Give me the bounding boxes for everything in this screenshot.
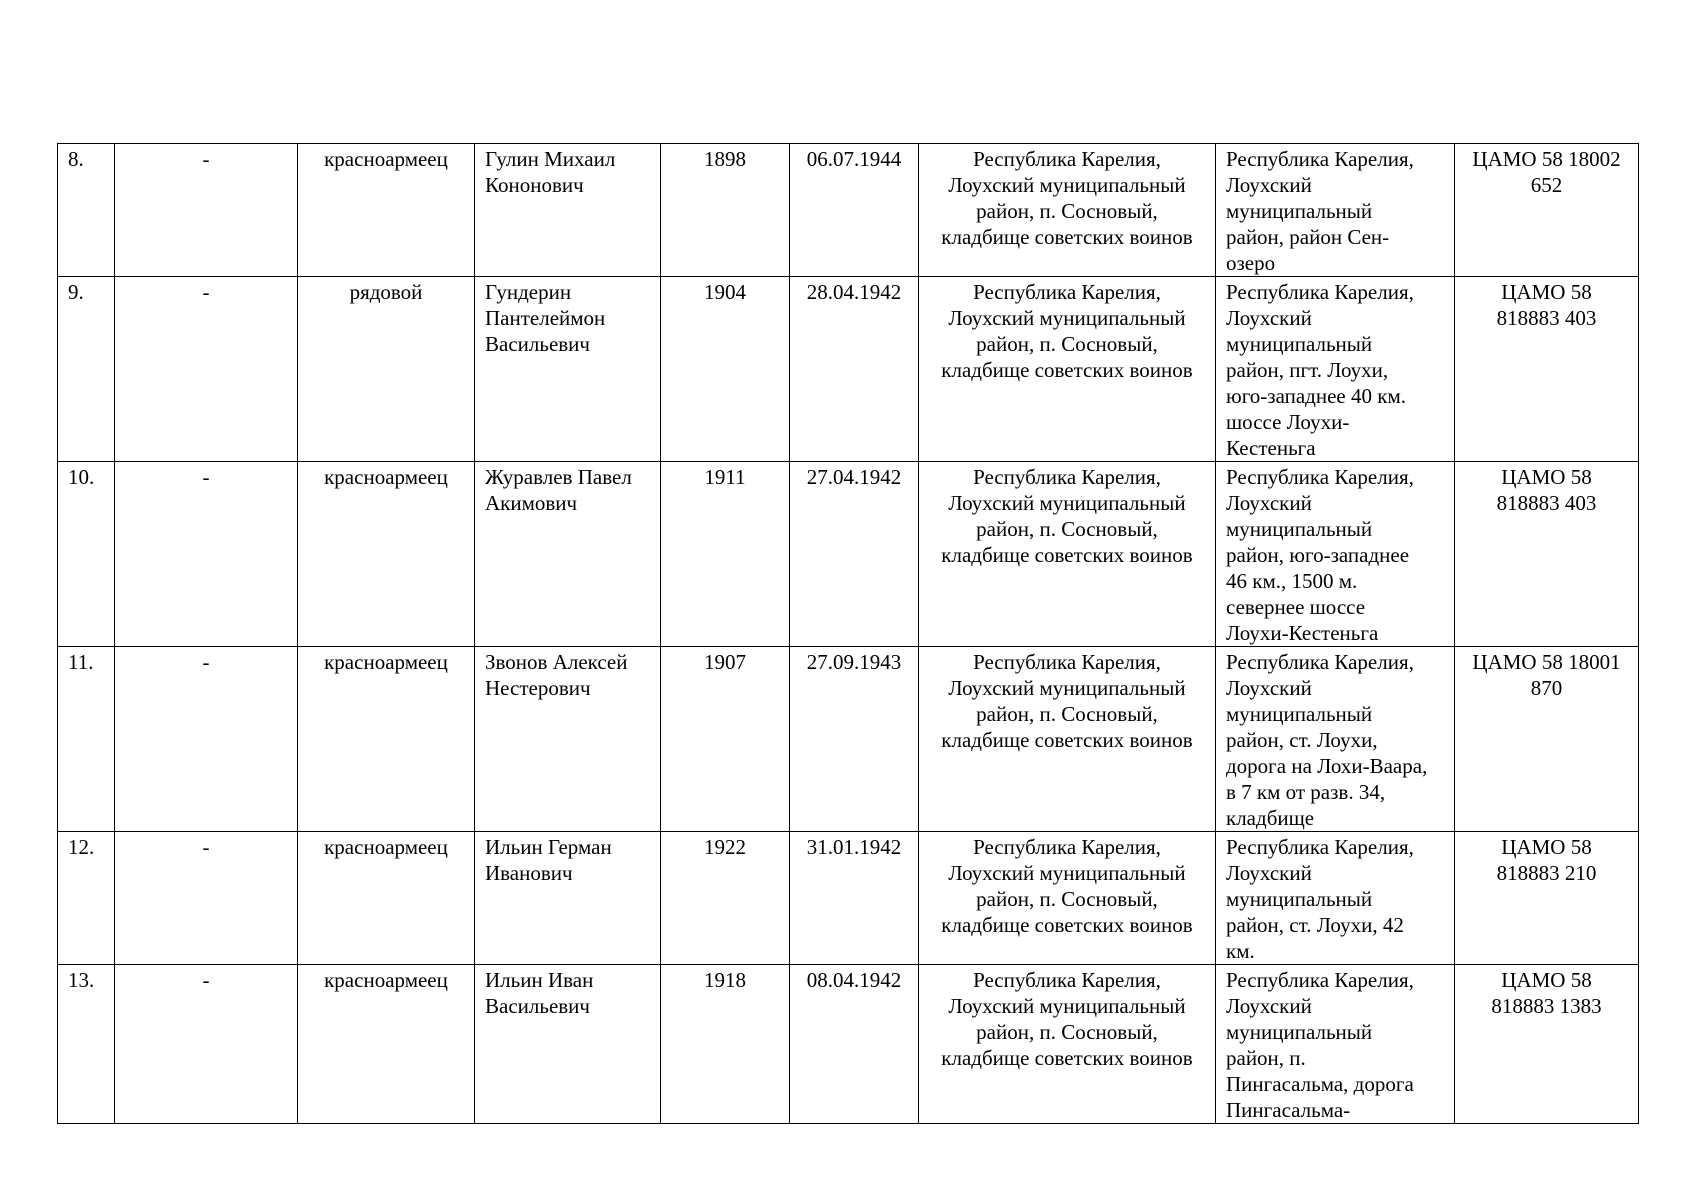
- burial-place-cell: Республика Карелия, Лоухский муниципальный район, п. Сосновый, кладбище советских воинов: [919, 832, 1216, 965]
- birth-year-cell: 1907: [661, 647, 790, 832]
- rank-cell: красноармеец: [298, 647, 475, 832]
- row-number-cell: 9.: [58, 277, 115, 462]
- death-date-cell: 27.09.1943: [790, 647, 919, 832]
- rank-cell: красноармеец: [298, 832, 475, 965]
- birth-year-cell: 1918: [661, 965, 790, 1124]
- archive-source-cell: ЦАМО 58 818883 403: [1455, 277, 1639, 462]
- birth-year-cell: 1922: [661, 832, 790, 965]
- birth-year-cell: 1911: [661, 462, 790, 647]
- rank-cell: красноармеец: [298, 462, 475, 647]
- table-row: [58, 277, 1639, 462]
- rank-cell: красноармеец: [298, 965, 475, 1124]
- burial-place-cell: Республика Карелия, Лоухский муниципальный район, п. Сосновый, кладбище советских воинов: [919, 277, 1216, 462]
- empty-field-cell: -: [115, 832, 298, 965]
- empty-field-cell: -: [115, 277, 298, 462]
- empty-field-cell: -: [115, 462, 298, 647]
- full-name-cell: Ильин Герман Иванович: [475, 832, 661, 965]
- burial-place-cell: Республика Карелия, Лоухский муниципальный район, п. Сосновый, кладбище советских воинов: [919, 647, 1216, 832]
- empty-field-cell: -: [115, 144, 298, 277]
- burial-place-cell: Республика Карелия, Лоухский муниципальный район, п. Сосновый, кладбище советских воинов: [919, 462, 1216, 647]
- death-date-cell: 08.04.1942: [790, 965, 919, 1124]
- table-row: [58, 965, 1639, 1124]
- birth-year-cell: 1898: [661, 144, 790, 277]
- row-number-cell: 8.: [58, 144, 115, 277]
- death-place-cell: Республика Карелия, Лоухский муниципальный район, ст. Лоухи, дорога на Лохи-Ваара, в 7 км от разв. 34, кладбище: [1216, 647, 1455, 832]
- table-row: [58, 462, 1639, 647]
- row-number-cell: 12.: [58, 832, 115, 965]
- archive-source-cell: ЦАМО 58 818883 403: [1455, 462, 1639, 647]
- table-row: [58, 832, 1639, 965]
- full-name-cell: Гундерин Пантелеймон Васильевич: [475, 277, 661, 462]
- birth-year-cell: 1904: [661, 277, 790, 462]
- full-name-cell: Гулин Михаил Кононович: [475, 144, 661, 277]
- death-place-cell: Республика Карелия, Лоухский муниципальный район, юго-западнее 46 км., 1500 м. севернее шоссе Лоухи-Кестеньга: [1216, 462, 1455, 647]
- archive-source-cell: ЦАМО 58 818883 1383: [1455, 965, 1639, 1124]
- archive-source-cell: ЦАМО 58 818883 210: [1455, 832, 1639, 965]
- full-name-cell: Журавлев Павел Акимович: [475, 462, 661, 647]
- empty-field-cell: -: [115, 965, 298, 1124]
- death-place-cell: Республика Карелия, Лоухский муниципальный район, ст. Лоухи, 42 км.: [1216, 832, 1455, 965]
- table-row: [58, 144, 1639, 277]
- rank-cell: красноармеец: [298, 144, 475, 277]
- death-date-cell: 06.07.1944: [790, 144, 919, 277]
- burial-place-cell: Республика Карелия, Лоухский муниципальный район, п. Сосновый, кладбище советских воинов: [919, 144, 1216, 277]
- death-date-cell: 27.04.1942: [790, 462, 919, 647]
- table-row: [58, 647, 1639, 832]
- rank-cell: рядовой: [298, 277, 475, 462]
- burial-records-table: [57, 143, 1639, 1124]
- death-date-cell: 31.01.1942: [790, 832, 919, 965]
- death-place-cell: Республика Карелия, Лоухский муниципальный район, п. Пингасальма, дорога Пингасальма-: [1216, 965, 1455, 1124]
- full-name-cell: Ильин Иван Васильевич: [475, 965, 661, 1124]
- death-place-cell: Республика Карелия, Лоухский муниципальный район, пгт. Лоухи, юго-западнее 40 км. шоссе Лоухи- Кестеньга: [1216, 277, 1455, 462]
- archive-source-cell: ЦАМО 58 18001 870: [1455, 647, 1639, 832]
- row-number-cell: 13.: [58, 965, 115, 1124]
- burial-place-cell: Республика Карелия, Лоухский муниципальный район, п. Сосновый, кладбище советских воинов: [919, 965, 1216, 1124]
- row-number-cell: 11.: [58, 647, 115, 832]
- full-name-cell: Звонов Алексей Нестерович: [475, 647, 661, 832]
- death-place-cell: Республика Карелия, Лоухский муниципальный район, район Сен- озеро: [1216, 144, 1455, 277]
- archive-source-cell: ЦАМО 58 18002 652: [1455, 144, 1639, 277]
- row-number-cell: 10.: [58, 462, 115, 647]
- death-date-cell: 28.04.1942: [790, 277, 919, 462]
- empty-field-cell: -: [115, 647, 298, 832]
